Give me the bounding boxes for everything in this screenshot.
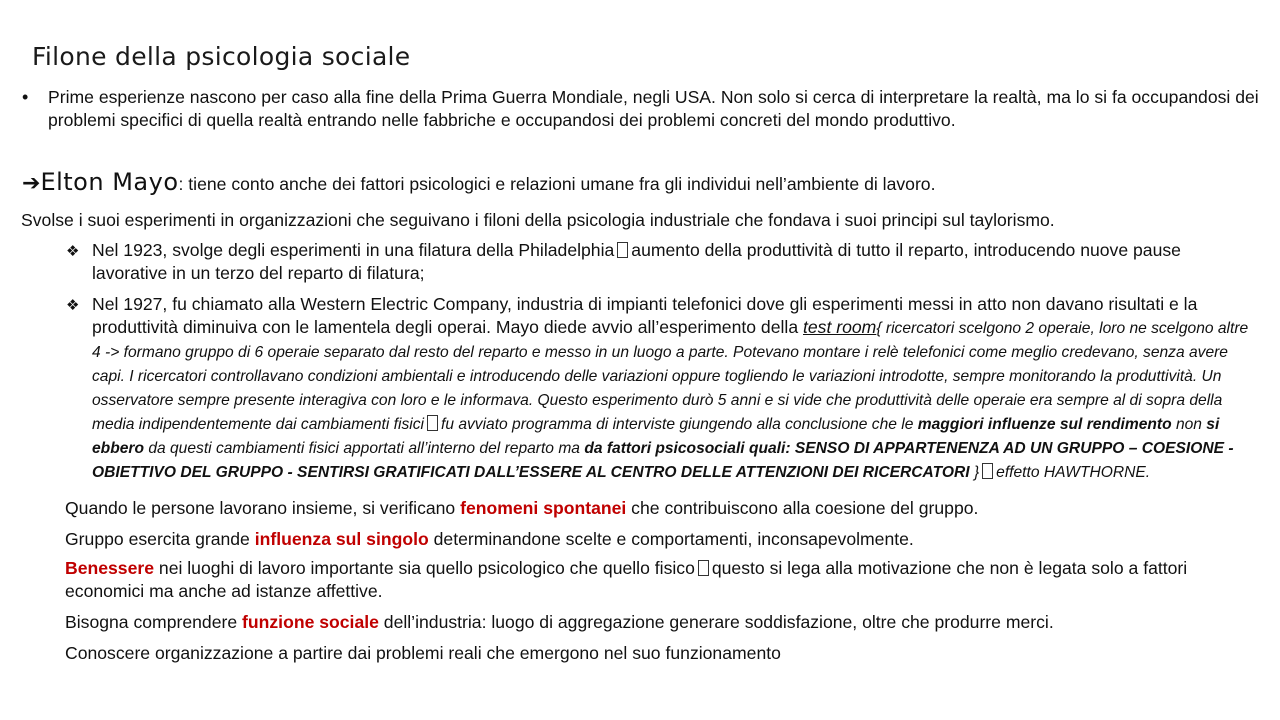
sub2-bold-1: maggiori influenze sul rendimento — [917, 416, 1172, 433]
sub2-bold-3: da fattori psicosociali quali: SENSO DI APPARTENENZA AD UN GRUPPO – COESIONE - OBIETTIVO DEL GRUPPO - SENTIRSI GRATIFICATI DALL’ESSERE AL CENTRO DELLE ATTENZIONI DEI RICERCATORI — [92, 440, 1234, 481]
sub2-ital-a: { ricercatori scelgono 2 operaie, loro ne scelgono altre 4 -> formano gruppo di 6 operaie separato dal resto del reparto e messo in un luogo a parte. Potevano montare i relè telefonici come meglio credevano, senza avere capi. I ricercatori controllavano condizioni ambientali e introducendo delle variazioni oppure togliendo le variazioni introdotte, sempre monitorando la produttività. Un osservatore sempre presente interagiva con loro e le informava. Questo esperimento durò 5 anni e si vide che produttività delle operaie era sempre al di sopra della media indipendentemente dai cambiamenti fisici — [92, 320, 1249, 433]
line-influenza — [65, 528, 1265, 551]
line4-a: Bisogna comprendere — [65, 612, 243, 632]
sub2-ital-c: non — [1171, 416, 1207, 433]
line-conoscere — [65, 642, 1265, 665]
line3-a: nei luoghi di lavoro importante sia quello psicologico che quello fisico — [154, 558, 695, 578]
mayo-line — [22, 168, 1262, 198]
arrow-right-icon: ➔ — [22, 170, 41, 195]
line2-b: determinandone scelte e comportamenti, inconsapevolmente. — [428, 529, 914, 549]
line-fenomeni — [65, 497, 1265, 520]
sub-bullet-1923 — [0, 239, 1270, 285]
line1-a: Quando le persone lavorano insieme, si verificano — [65, 498, 461, 518]
bullet-marker: • — [22, 87, 29, 107]
bullet-prime-esperienze — [22, 86, 1262, 132]
line4-red: funzione sociale — [242, 612, 379, 632]
sub2-ital-e: } — [969, 464, 980, 481]
missing-glyph-icon — [617, 242, 628, 258]
experiments-text: Svolse i suoi esperimenti in organizzazioni che seguivano i filoni della psicologia industriale che fondava i suoi principi sul taylorismo. — [21, 210, 1055, 230]
line5-a: Conoscere organizzazione a partire dai problemi reali che emergono nel suo funzionamento — [65, 643, 781, 663]
sub2-ital-b: fu avviato programma di interviste giungendo alla conclusione che le — [440, 416, 918, 433]
sub2-text-a: Nel 1927, fu chiamato alla Western Electric Company, industria di impianti telefonici dove gli esperimenti messi in atto non davano risultati e la produttività diminuiva con le lamentela degli operai. Mayo diede avvio all’esperimento della — [92, 294, 1198, 337]
line3-red: Benessere — [65, 558, 155, 578]
mayo-name: Elton Mayo — [40, 168, 179, 196]
line3-b: questo si lega alla motivazione che non è legata solo a fattori economici ma anche ad istanze affettive. — [65, 558, 1188, 601]
test-room-link: test room — [803, 317, 877, 337]
sub2-bold-2: si ebbero — [92, 416, 1220, 457]
sub1-text-a: Nel 1923, svolge degli esperimenti in una filatura della Philadelphia — [92, 240, 615, 260]
slide-title: Filone della psicologia sociale — [32, 42, 411, 71]
missing-glyph-icon — [982, 463, 993, 479]
sub2-ital-d: da questi cambiamenti fisici apportati all’interno del reparto ma — [144, 440, 585, 457]
line1-b: che contribuiscono alla coesione del gruppo. — [626, 498, 979, 518]
sub1-text-b: aumento della produttività di tutto il reparto, introducendo nuove pause lavorative in un terzo del reparto di filatura; — [92, 240, 1181, 283]
diamond-bullet-icon: ❖ — [66, 243, 80, 260]
mayo-desc: : tiene conto anche dei fattori psicologici e relazioni umane fra gli individui nell’ambiente di lavoro. — [178, 174, 936, 194]
missing-glyph-icon — [698, 560, 709, 576]
diamond-bullet-icon: ❖ — [66, 297, 80, 314]
sub-bullet-1927 — [0, 293, 1270, 484]
line4-b: dell’industria: luogo di aggregazione generare soddisfazione, oltre che produrre merci. — [378, 612, 1054, 632]
line2-red: influenza sul singolo — [254, 529, 429, 549]
line2-a: Gruppo esercita grande — [65, 529, 255, 549]
line1-red: fenomeni spontanei — [460, 498, 627, 518]
bullet-text: Prime esperienze nascono per caso alla fine della Prima Guerra Mondiale, negli USA. Non solo si cerca di interpretare la realtà, ma lo si fa occupandosi dei problemi specifici di quella realtà entrando nelle fabbriche e occupandosi dei problemi concreti del mondo produttivo. — [48, 87, 1259, 130]
missing-glyph-icon — [427, 415, 438, 431]
line-benessere — [65, 557, 1255, 603]
line-funzione — [65, 611, 1265, 634]
sub2-ital-f: effetto HAWTHORNE. — [996, 464, 1151, 481]
